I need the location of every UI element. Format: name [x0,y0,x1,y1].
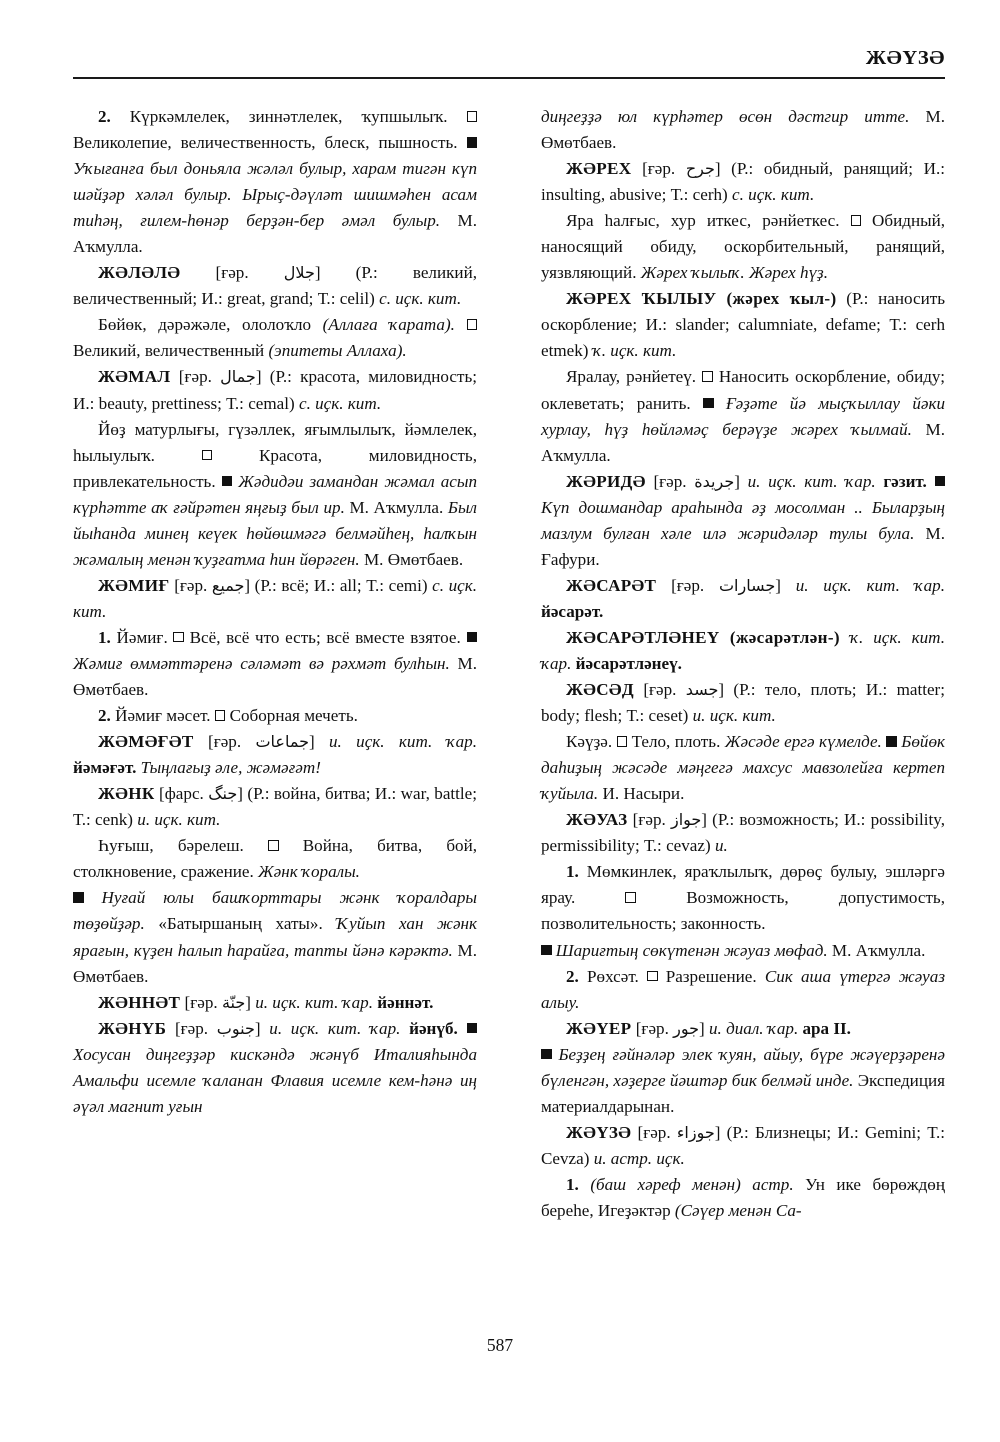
dictionary-entry-block [73,703,477,729]
entry-italic-text: и. диал. ҡар. [709,1018,799,1038]
entry-text: М. Аҡмулла. [344,497,448,517]
dictionary-entry-block [73,364,477,416]
dictionary-entry-block [73,625,477,703]
entry-text: [ғәр. [166,1018,217,1038]
arabic-etymology-script: جميع [211,575,245,595]
dictionary-entry-block [541,677,945,729]
arabic-etymology-script: جواز [670,810,702,830]
filled-square-marker-icon [541,1049,552,1060]
arabic-etymology-script: جماعات [255,732,309,752]
entry-italic-text: ҡ. иҫк. кит. ҡар. [541,627,945,673]
entry-text: [фарс. [154,784,209,804]
entry-text: ] [734,471,748,491]
open-square-marker-icon [202,450,213,461]
entry-italic-text: Уҡығанға был доньяла жәләл булыр, харам тигән күп шәйҙәр хәләл булыр. Ырыҫ-дәүләт шишмәһен асам тиһәң, ғилем-һөнәр берҙән-бер әмәл булыр. [73,159,477,231]
entry-italic-text: и. иҫк. кит. ҡар. [795,575,945,595]
dictionary-entry-block [541,1120,945,1172]
entry-italic-text: с. иҫк. кит. [732,185,815,205]
entry-text: ] (Р.: великий, величественный; И.: great, grand; Т.: celil) [73,263,477,309]
entry-text: Кәүҙә. [566,732,617,752]
entry-text: М. Аҡмулла. [73,211,477,257]
entry-italic-text: и. [714,836,728,856]
entry-headword: ЖӘСАРӘТЛӘНЕҮ (жәсарәтлән-) [566,627,840,647]
dictionary-entry-block [73,833,477,885]
entry-italic-text: и. иҫк. кит. ҡар. [269,1018,401,1038]
dictionary-entry-block [541,964,945,1016]
entry-italic-text: Жәнк ҡоралы. [258,862,360,882]
dictionary-entry-block [541,104,945,156]
entry-italic-text: и. иҫк. кит. ҡар. [747,471,876,491]
entry-text: М. Аҡмулла. [827,940,926,960]
entry-text: М. Өмөтбаев. [73,940,477,986]
entry-text: Йәмиғ мәсет. [110,706,215,726]
entry-text: [ғәр. [170,367,221,387]
entry-headword: ЖӘЛӘЛӘ [98,263,181,283]
dictionary-entry-block [541,1016,945,1042]
entry-text: Соборная мечеть. [225,706,358,726]
filled-square-marker-icon [467,137,478,148]
dictionary-entry-block [541,469,945,573]
entry-text: [ғәр. [656,575,719,595]
entry-headword: ЖӘУАЗ [566,810,628,830]
entry-headword: ЖӘНК [98,784,155,804]
entry-text: Великолепие, величественность, блеск, пышность. [73,133,467,153]
entry-text: М. Өмөтбаев. [541,107,945,153]
arabic-etymology-script: جلال [283,263,315,283]
right-column [541,104,945,1309]
entry-bold-text: 2. [98,107,111,126]
entry-text: [ғәр. [645,471,695,491]
entry-bold-text: гәзит. [875,471,927,491]
entry-text: Война, битва, бой, столкновение, сражение. [73,836,477,882]
dictionary-entry-block [541,1042,945,1120]
entry-bold-text: йәнүб. [400,1018,458,1038]
dictionary-entry-block [541,625,945,677]
entry-text: М. Аҡмулла. [541,419,946,465]
entry-text: Ун ике бөрөждөң береһе, Игеҙәктәр [541,1174,945,1220]
entry-headword: ЖӘМАЛ [98,367,171,387]
open-square-marker-icon [702,371,713,382]
entry-text [840,628,850,647]
dictionary-entry-block [73,104,477,260]
entry-italic-text: и. иҫк. кит. ҡар. [255,992,373,1012]
dictionary-entry-block [73,573,477,625]
dictionary-entry-block [73,1016,477,1120]
entry-italic-text: Бөйөк даһиҙың жәсәде мәңгегә махсус мавзолейға кертеп ҡуйыла. [541,732,945,804]
open-square-marker-icon [467,111,478,122]
filled-square-marker-icon [467,1023,478,1034]
arabic-etymology-script: جمال [220,367,256,387]
entry-bold-text: йәмәғәт. [73,758,137,778]
entry-text: [ғәр. [193,732,256,752]
dictionary-entry-block [73,781,477,833]
entry-text: Великий, величественный [73,341,269,361]
entry-text: Наносить оскорбление, обиду; оклеветать; ранить. [541,367,946,413]
entry-italic-text: Жәдидәи замандан жәмал асып күрһәтте аҡ ғәйрәтен яңғыҙ был ир. [73,471,478,517]
dictionary-entry-block [541,1172,945,1224]
entry-text: (Р.: наносить оскорбление; И.: slander; calumniate, defame; Т.: cerh etmek) [541,289,945,361]
entry-bold-text: 1. [566,1174,579,1194]
entry-text: Күркәмлелек, зиннәтлелек, ҡупшылыҡ. [110,107,467,126]
page-number: 587 [486,1335,514,1355]
entry-bold-text: йәсарәтләнеү. [571,653,682,673]
entry-text: ] [699,1018,709,1038]
entry-text: ] [245,992,256,1012]
entry-italic-text: Күп дошмандар араһында әҙ мосолман .. Быларҙың мазлум булған хәле илә жәридәләр тулы була. [541,497,945,543]
entry-text: [ғәр. [180,263,284,283]
entry-text: ] (Р.: война, битва; И.: war, battle; Т.: cenk) [73,784,478,830]
running-head-text: ЖӘҮЗӘ [865,47,945,69]
entry-text: [ғәр. [180,992,222,1012]
entry-text: ] [775,575,796,595]
filled-square-marker-icon [703,398,714,409]
dictionary-entry-block [73,729,477,781]
dictionary-entry-block [73,260,477,312]
entry-italic-text: Сик аша үтергә жәуаз алыу. [541,966,945,1012]
filled-square-marker-icon [886,736,897,747]
entry-text: ] (Р.: Близнецы; И.: Gemini; Т.: Cevza) [541,1122,945,1168]
dictionary-entry-block [541,938,945,964]
entry-text: ] (Р.: возможность; И.: possibility, permissibility; Т.: cevaz) [541,810,945,856]
entry-text: И. Насыри. [598,784,685,804]
entry-italic-text: (баш хәреф менән) астр. [590,1174,794,1194]
entry-text: Мөмкинлек, яраҡлылыҡ, дөрөҫ булыу, эшләргә ярау. [541,862,945,908]
dictionary-entry-block [541,573,945,625]
open-square-marker-icon [173,632,184,643]
entry-headword: ЖӘРЕХ ҠЫЛЫУ (жәрех ҡыл-) [566,289,837,309]
entry-headword: ЖӘҮЗӘ [566,1122,632,1142]
dictionary-entry-block [541,208,945,286]
entry-italic-text: (эпитеты Аллаха). [268,341,407,361]
dictionary-entry-block [541,859,945,937]
dictionary-entry-block [541,286,945,364]
entry-italic-text: Жәмиғ өммәттәренә сәләмәт вә рәхмәт булһын. [73,653,450,673]
entry-text: Обидный, наносящий обиду, оскорбительный, ранящий, уязвляющий. [541,211,945,283]
entry-italic-text: Ғәҙәте йә мыҫҡыллау йәки хурлау, һүҙ һөйләмәҫ берәүҙе жәрех ҡылмай. [541,393,945,439]
entry-italic-text: Нуғай юлы башҡорттары жәнк ҡоралдары төҙөйҙәр. [73,888,477,934]
entry-italic-text: Был йыһанда минең кеүек һөйөшмәгә белмәйһең, һалҡын жәмалың менән ҡуҙғатма һин йөрәген. [73,497,477,569]
entry-italic-text: Жәрех ҡылыҡ. Жәрех һүҙ. [640,263,828,283]
entry-text [927,472,935,491]
open-square-marker-icon [467,319,478,330]
page-columns [73,104,945,1309]
entry-text: Всё, всё что есть; всё вместе взятое. [183,627,467,647]
dictionary-entry-block [73,312,477,364]
entry-italic-text: (Сәүер менән Са- [674,1200,802,1220]
entry-italic-text: и. иҫк. кит. [692,706,776,726]
entry-bold-text: 1. [566,862,579,882]
entry-italic-text: Шариғтың сөкүтенән жәуаз мөфад. [551,940,828,960]
arabic-etymology-script: جنگ [208,784,238,804]
dictionary-entry-block [541,807,945,859]
arabic-etymology-script: جسد [685,680,719,700]
entry-text: М. Ғафури. [541,523,946,569]
filled-square-marker-icon [73,892,84,903]
entry-italic-text: и. иҫк. кит. ҡар. [329,732,477,752]
entry-text: Һуғыш, бәрелеш. [98,836,269,856]
entry-italic-text: с. иҫк. кит. [298,393,382,413]
open-square-marker-icon [268,840,279,851]
entry-text: Экспедиция материалдарынан. [541,1070,945,1116]
entry-italic-text: и. астр. иҫк. [593,1148,685,1168]
entry-text: [ғәр. [169,575,212,595]
entry-italic-text: Беҙҙең ғәйнәләр элек ҡуян, айыу, бүре жәүерҙәренә бүленгән, хәҙерге йәштәр бик белмәй инде. [541,1044,945,1090]
entry-text [579,1175,591,1194]
running-head [73,48,945,82]
entry-italic-text: с. иҫк. кит. [73,575,477,621]
entry-headword: ЖӘСӘД [566,680,635,700]
header-rule [73,77,945,79]
entry-headword: ЖӘННӘТ [98,992,181,1012]
entry-text: Яра һалғыс, хур иткес, рәнйеткес. [566,211,851,231]
entry-bold-text: 2. [98,706,111,726]
arabic-etymology-script: جوزاء [676,1122,715,1142]
entry-text: Йөҙ матурлығы, гүзәллек, яғымлылыҡ, йәмлелек, һылыулыҡ. [73,419,477,465]
entry-italic-text: диңгеҙҙә юл күрһәтер өсөн дәстгир итте. [541,107,910,126]
dictionary-entry-block [541,156,945,208]
arabic-etymology-script: جنّة [221,992,246,1012]
entry-text: ] [254,1018,270,1038]
dictionary-entry-block [73,990,477,1016]
entry-text [458,1019,467,1038]
entry-headword: ЖӘРЕХ [566,159,632,179]
dictionary-entry-block [73,885,477,989]
arabic-etymology-script: جريدة [694,471,735,491]
filled-square-marker-icon [541,945,552,956]
filled-square-marker-icon [467,632,478,643]
entry-text: Возможность, допустимость, позволительность; законность. [541,888,945,934]
entry-bold-text: йәннәт. [373,992,434,1012]
entry-italic-text: (Аллаға ҡарата). [322,315,455,335]
entry-bold-text: 2. [566,966,579,986]
entry-text: ] (Р.: красота, миловидность; И.: beauty, prettiness; Т.: cemal) [73,367,477,413]
entry-headword: ЖӘМИҒ [98,575,170,595]
entry-italic-text: и. иҫк. кит. [137,810,221,830]
entry-text: Яралау, рәнйетеү. [566,367,703,387]
open-square-marker-icon [215,710,226,721]
entry-text: [ғәр. [631,1122,677,1142]
entry-text: Красота, миловидность, привлекательность. [73,445,477,491]
arabic-etymology-script: جور [673,1018,700,1038]
filled-square-marker-icon [935,476,946,487]
arabic-etymology-script: جنوب [216,1018,255,1038]
entry-text: ] (Р.: обидный, ранящий; И.: insulting, abusive; Т.: cerh) [541,159,945,205]
entry-text: [ғәр. [627,810,671,830]
entry-italic-text: Ҡуйып хан жәнк ярағын, күҙен һалып һарайға, тапты йәнә кәрәктә. [73,914,478,960]
entry-italic-text: Тыңлағыҙ әле, жәмәғәт! [136,758,321,778]
entry-italic-text: Хосусан диңгеҙҙәр кискәндә жәнүб Италияһында Амальфи исемле ҡаланан Флавия исемле кем-һәнә иң әүәл магнит уғын [73,1044,477,1116]
entry-text: Йәмиғ. [110,627,174,647]
entry-text: [ғәр. [631,159,686,179]
arabic-etymology-script: جسارات [718,575,776,595]
dictionary-entry-block [73,417,477,573]
entry-text: ] (Р.: тело, плоть; И.: matter; body; flesh; Т.: ceset) [541,680,945,726]
entry-bold-text: йәсарәт. [541,601,604,621]
entry-headword: ЖӘРИДӘ [566,471,646,491]
dictionary-entry-block [541,364,945,468]
entry-headword: ЖӘНҮБ [98,1018,167,1038]
entry-text: «Батыршаның хаты». [144,914,337,934]
entry-headword: ЖӘСАРӘТ [566,575,657,595]
open-square-marker-icon [625,892,636,903]
entry-text: Бөйөк, дәрәжәле, ололоҡло [98,315,323,335]
arabic-etymology-script: جرح [685,159,715,179]
entry-text: [ғәр. [634,680,686,700]
entry-italic-text: Жәсәде ергә күмелде. [724,732,882,752]
entry-text: ] [308,732,329,752]
open-square-marker-icon [647,971,658,982]
entry-text: Рөхсәт. [578,966,647,986]
entry-text: Тело, плоть. [627,732,725,752]
entry-bold-text: ара II. [798,1018,851,1038]
entry-text: М. Өмөтбаев. [359,549,464,569]
entry-italic-text: ҡ. иҫк. кит. [592,341,677,361]
entry-headword: ЖӘҮЕР [566,1018,632,1038]
entry-text [455,315,467,334]
entry-text: ] (Р.: всё; И.: all; Т.: cemi) [244,575,433,595]
entry-text: М. Өмөтбаев. [73,653,477,700]
dictionary-entry-block [541,729,945,807]
open-square-marker-icon [617,736,628,747]
entry-italic-text: с. иҫк. кит. [379,289,462,309]
entry-text: [ғәр. [631,1018,674,1038]
entry-headword: ЖӘМӘҒӘТ [98,732,194,752]
filled-square-marker-icon [222,476,233,487]
entry-bold-text: 1. [98,627,111,647]
open-square-marker-icon [851,215,862,226]
entry-text: Разрешение. [657,966,765,986]
left-column [73,104,477,1309]
